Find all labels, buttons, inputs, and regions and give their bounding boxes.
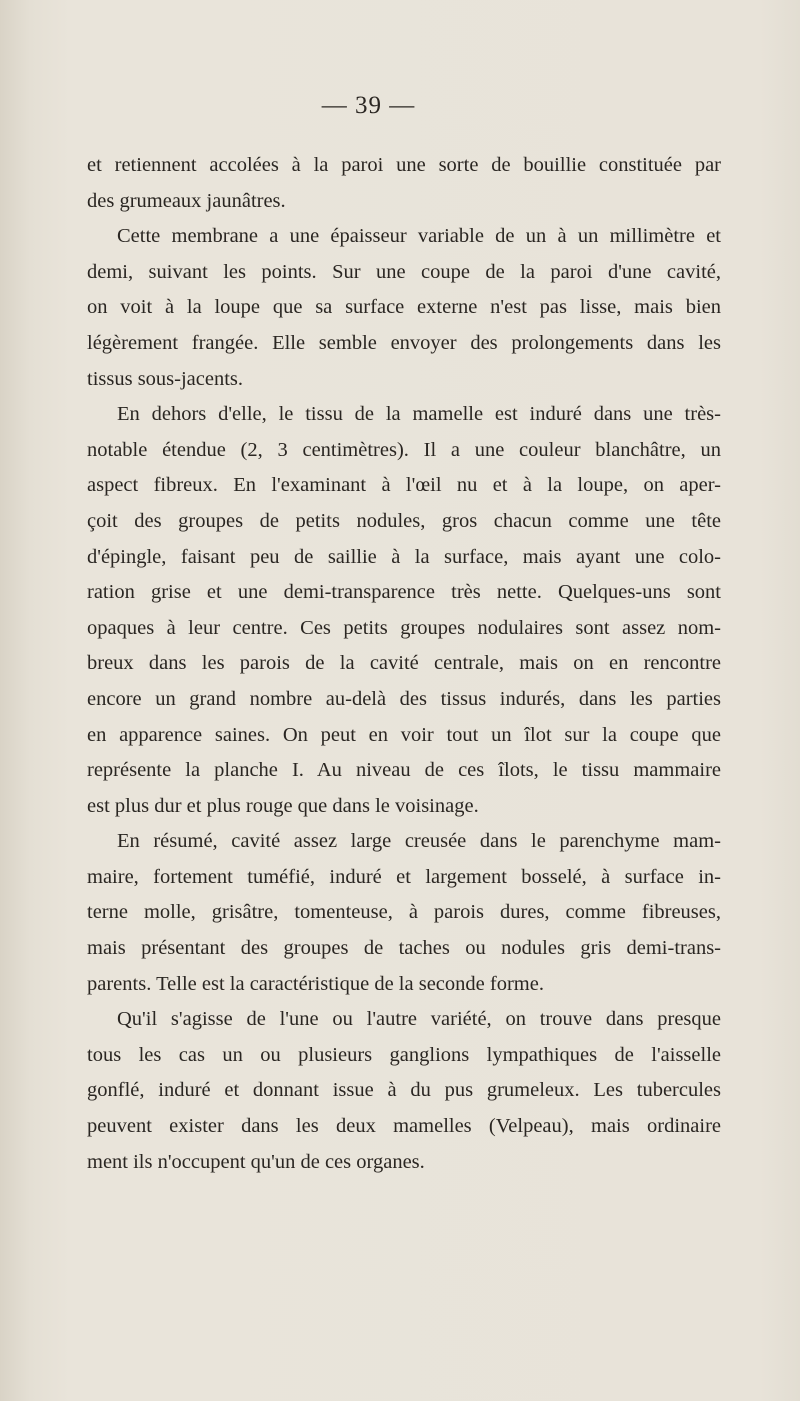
text-line: notable étendue (2, 3 centimètres). Il a une couleur blanchâtre, un	[87, 438, 721, 461]
text-line: ment ils n'occupent qu'un de ces organes.	[87, 1150, 425, 1173]
text-line: d'épingle, faisant peu de saillie à la surface, mais ayant une colo-	[87, 545, 721, 568]
text-line: tissus sous-jacents.	[87, 367, 244, 390]
text-line: çoit des groupes de petits nodules, gros chacun comme une tête	[87, 509, 721, 532]
paragraph-start-line: Cette membrane a une épaisseur variable de un à un millimètre et	[117, 225, 721, 248]
text-line: breux dans les parois de la cavité centrale, mais on en rencontre	[87, 652, 721, 675]
text-line: peuvent exister dans les deux mamelles (Velpeau), mais ordinaire	[87, 1115, 721, 1138]
text-line: gonflé, induré et donnant issue à du pus grumeleux. Les tubercules	[87, 1079, 721, 1102]
paragraph-start-line: Qu'il s'agisse de l'une ou l'autre variété, on trouve dans presque	[117, 1008, 721, 1031]
text-line: aspect fibreux. En l'examinant à l'œil nu et à la loupe, on aper-	[87, 474, 721, 497]
text-line: représente la planche I. Au niveau de ces îlots, le tissu mammaire	[87, 759, 721, 782]
text-line: légèrement frangée. Elle semble envoyer des prolongements dans les	[87, 331, 721, 354]
paragraph-start-line: En résumé, cavité assez large creusée dans le parenchyme mam-	[117, 830, 721, 853]
page-number: — 39 —	[321, 92, 416, 119]
body-text	[87, 148, 721, 1180]
text-line: et retiennent accolées à la paroi une sorte de bouillie constituée par	[87, 154, 721, 176]
text-line: terne molle, grisâtre, tomenteuse, à parois dures, comme fibreuses,	[87, 901, 721, 924]
text-line: est plus dur et plus rouge que dans le voisinage.	[87, 794, 479, 817]
text-line: on voit à la loupe que sa surface externe n'est pas lisse, mais bien	[87, 296, 721, 319]
text-line: maire, fortement tuméfié, induré et largement bosselé, à surface in-	[87, 865, 721, 888]
text-line: ration grise et une demi-transparence très nette. Quelques-uns sont	[87, 581, 721, 604]
text-line: mais présentant des groupes de taches ou nodules gris demi-trans-	[87, 937, 721, 960]
paragraph-start-line: En dehors d'elle, le tissu de la mamelle est induré dans une très-	[117, 403, 721, 426]
text-line: tous les cas un ou plusieurs ganglions lympathiques de l'aisselle	[87, 1043, 721, 1066]
text-line: encore un grand nombre au-delà des tissus indurés, dans les parties	[87, 687, 721, 710]
text-line: des grumeaux jaunâtres.	[87, 189, 286, 212]
text-line: parents. Telle est la caractéristique de la seconde forme.	[87, 972, 544, 995]
text-line: demi, suivant les points. Sur une coupe de la paroi d'une cavité,	[87, 260, 721, 283]
text-line: en apparence saines. On peut en voir tout un îlot sur la coupe que	[87, 723, 721, 746]
text-line: opaques à leur centre. Ces petits groupes nodulaires sont assez nom-	[87, 616, 721, 639]
